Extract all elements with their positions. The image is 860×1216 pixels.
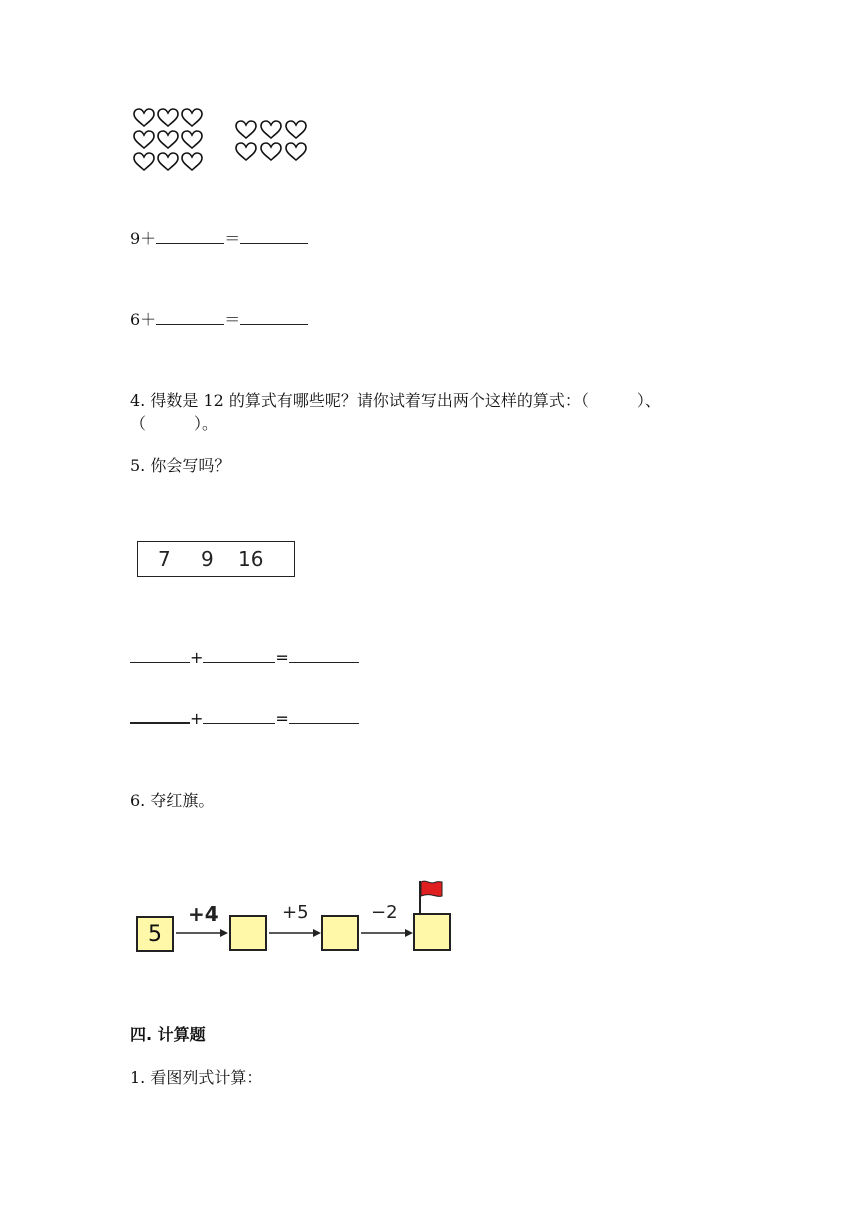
operation-label: +5 xyxy=(282,902,309,923)
heart-icon xyxy=(133,108,155,128)
fill-equation-2 xyxy=(130,708,359,729)
arrow-icon xyxy=(361,926,413,940)
answer-blank[interactable] xyxy=(130,648,190,663)
equation-prefix: 9＋ xyxy=(130,229,157,248)
equals-sign: = xyxy=(275,709,289,728)
heart-icon xyxy=(157,108,179,128)
section-heading: 四. 计算题 xyxy=(130,1025,206,1044)
question-4-line2: （ ）。 xyxy=(130,414,219,433)
number-card xyxy=(137,541,295,577)
fill-equation-1 xyxy=(130,648,359,668)
start-box xyxy=(136,916,174,952)
operation-label: +4 xyxy=(188,902,219,926)
arrow-icon xyxy=(269,926,321,940)
heart-icon xyxy=(157,152,179,172)
answer-blank[interactable] xyxy=(203,648,275,663)
equals-sign: = xyxy=(275,648,289,667)
equation-6-plus xyxy=(130,310,308,330)
heart-icon xyxy=(285,142,307,162)
question-6-title: 6. 夺红旗。 xyxy=(130,791,215,810)
operation-label: −2 xyxy=(371,902,398,923)
heart-icon xyxy=(260,142,282,162)
answer-blank[interactable] xyxy=(203,709,275,724)
answer-blank[interactable] xyxy=(156,229,224,244)
answer-blank[interactable] xyxy=(156,310,224,325)
equation-prefix: 6＋ xyxy=(130,310,157,329)
heart-icon xyxy=(157,130,179,150)
equals-sign: ＝ xyxy=(224,229,241,248)
goal-box[interactable] xyxy=(413,913,451,951)
number-card-value: 9 xyxy=(201,547,214,571)
heart-icon xyxy=(235,120,257,140)
number-card-value: 16 xyxy=(238,547,264,571)
arrow-icon xyxy=(176,926,228,940)
heart-icon xyxy=(181,152,203,172)
heart-icon xyxy=(260,120,282,140)
section-4-item-1: 1. 看图列式计算： xyxy=(130,1068,263,1087)
heart-icon xyxy=(181,130,203,150)
red-flag-icon xyxy=(416,877,446,915)
plus-sign: + xyxy=(190,709,204,728)
answer-blank[interactable] xyxy=(289,709,359,724)
answer-blank[interactable] xyxy=(240,229,308,244)
heart-icon xyxy=(181,108,203,128)
heart-icon xyxy=(235,142,257,162)
heart-icon xyxy=(133,152,155,172)
answer-blank[interactable] xyxy=(130,708,190,724)
plus-sign: + xyxy=(190,648,204,667)
question-5-title: 5. 你会写吗？ xyxy=(130,456,231,475)
heart-icon xyxy=(133,130,155,150)
answer-blank[interactable] xyxy=(240,310,308,325)
start-value: 5 xyxy=(148,922,162,947)
equation-9-plus xyxy=(130,229,308,249)
answer-blank[interactable] xyxy=(289,648,359,663)
number-card-value: 7 xyxy=(158,547,171,571)
answer-box[interactable] xyxy=(321,915,359,951)
question-4-line1: 4. 得数是 12 的算式有哪些呢？请你试着写出两个这样的算式：（ ）、 xyxy=(130,391,661,410)
heart-icon xyxy=(285,120,307,140)
equals-sign: ＝ xyxy=(224,310,241,329)
answer-box[interactable] xyxy=(229,915,267,951)
